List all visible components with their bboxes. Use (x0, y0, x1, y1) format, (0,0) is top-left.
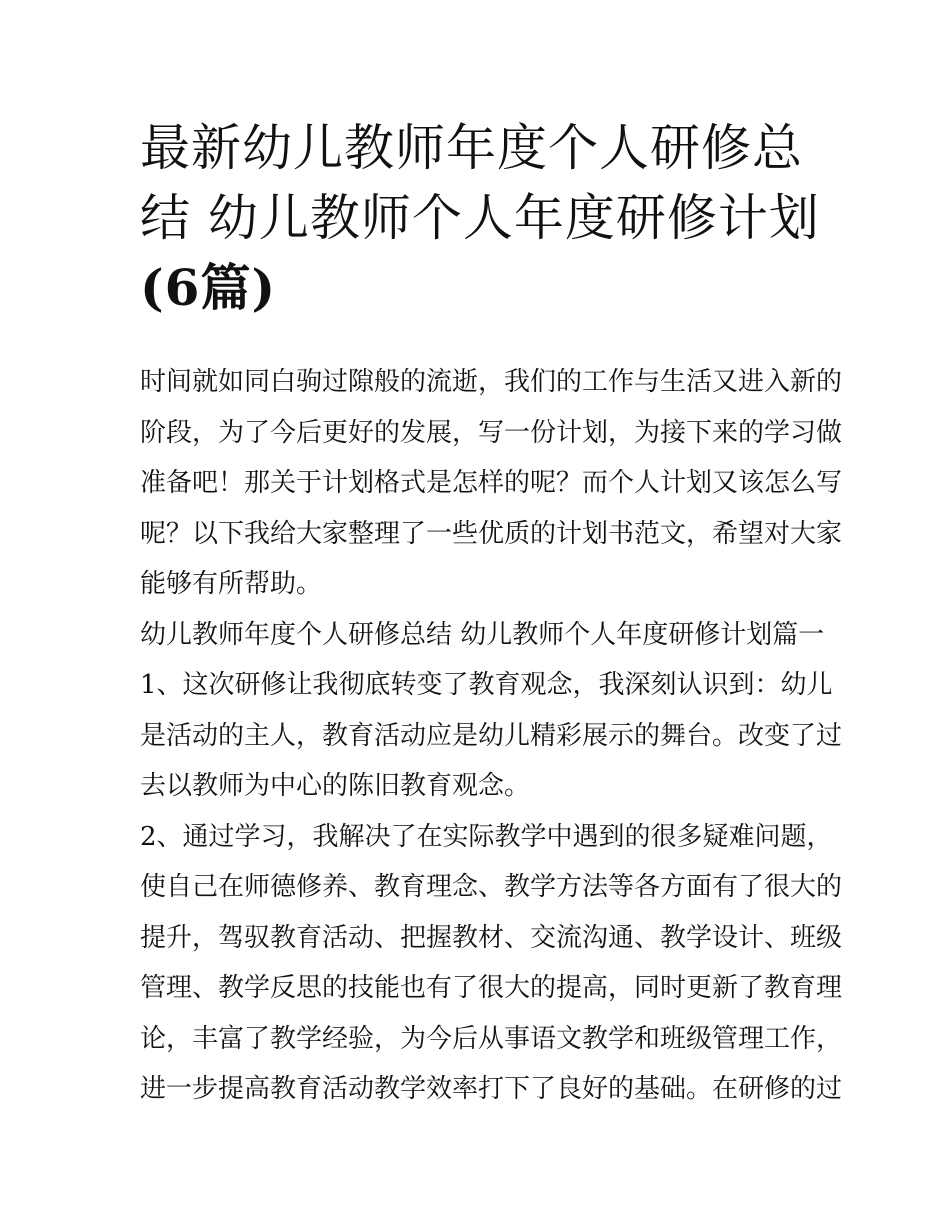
text-line: 论，丰富了教学经验，为今后从事语文教学和班级管理工作， (140, 1023, 843, 1054)
text-line: 能够有所帮助。 (140, 569, 323, 599)
text-line: 阶段，为了今后更好的发展，写一份计划，为接下来的学习做 (140, 417, 843, 448)
section-heading: 幼儿教师年度个人研修总结 幼儿教师个人年度研修计划篇一 (140, 619, 825, 650)
text-line: 提升，驾驭教育活动、把握教材、交流沟通、教学设计、班级 (140, 922, 843, 953)
document-title (140, 113, 820, 323)
text-line: 1、这次研修让我彻底转变了教育观念，我深刻认识到：幼儿 (140, 670, 833, 700)
text-line: 2、通过学习，我解决了在实际教学中遇到的很多疑难问题， (140, 821, 833, 852)
text-line: 是活动的主人，教育活动应是幼儿精彩展示的舞台。改变了过 (140, 720, 843, 751)
text-line: 准备吧！那关于计划格式是怎样的呢？而个人计划又该怎么写 (140, 468, 843, 498)
document-body (140, 357, 843, 1115)
text-line: 去以教师为中心的陈旧教育观念。 (140, 771, 531, 801)
title-line: 最新幼儿教师年度个人研修总 (140, 119, 803, 177)
text-line: 呢？以下我给大家整理了一些优质的计划书范文，希望对大家 (140, 518, 843, 549)
text-line: 时间就如同白驹过隙般的流逝，我们的工作与生活又进入新的 (140, 367, 843, 397)
title-line: 结 幼儿教师个人年度研修计划 (140, 189, 820, 247)
title-line: (6篇) (140, 258, 277, 317)
text-line: 使自己在师德修养、教育理念、教学方法等各方面有了很大的 (140, 872, 843, 902)
text-line: 管理、教学反思的技能也有了很大的提高，同时更新了教育理 (140, 973, 843, 1003)
text-line: 进一步提高教育活动教学效率打下了良好的基础。在研修的过 (140, 1074, 843, 1104)
